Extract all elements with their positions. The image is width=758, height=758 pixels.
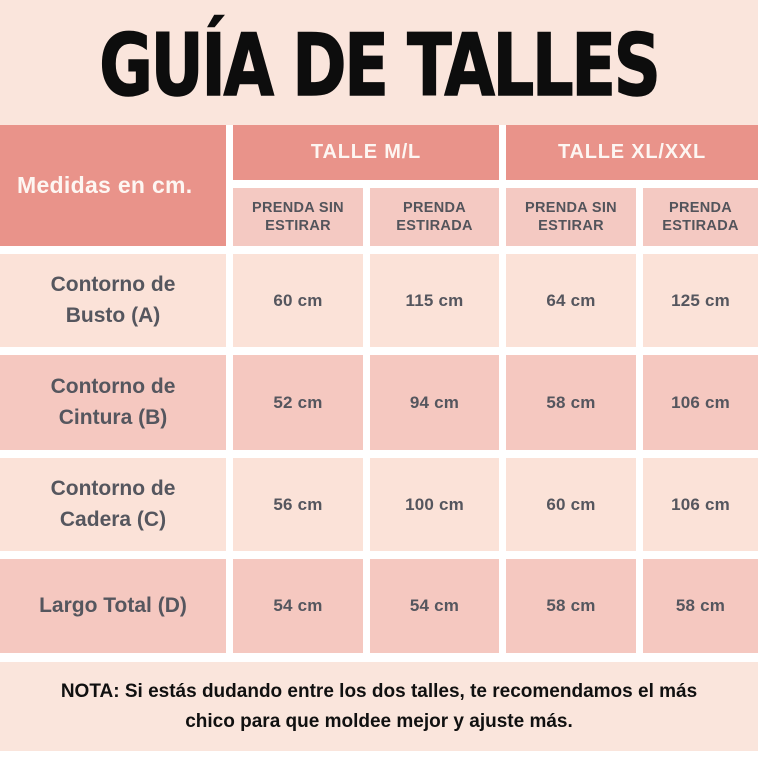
row-label-line: Busto (A) xyxy=(65,303,161,327)
value-cintura-xl-estirada: 106 cm xyxy=(643,355,758,450)
value-largo-xl-estirada: 58 cm xyxy=(643,559,758,653)
row-label-largo xyxy=(0,559,226,653)
value-cadera-xl-sin-estirar: 60 cm xyxy=(506,458,636,551)
row-label-line: Contorno de xyxy=(50,273,176,297)
value-largo-ml-sin-estirar: 54 cm xyxy=(233,559,363,653)
row-label-cadera xyxy=(0,458,226,551)
row-label-line: Cadera (C) xyxy=(59,507,167,531)
row-label-line: Contorno de xyxy=(50,375,176,399)
value-busto-ml-sin-estirar: 60 cm xyxy=(233,254,363,347)
sub-header-xl-estirada: PRENDA ESTIRADA xyxy=(643,188,758,246)
row-label-line: Largo Total (D) xyxy=(39,593,187,617)
row-label-line: Contorno de xyxy=(50,477,176,501)
value-busto-xl-estirada: 125 cm xyxy=(643,254,758,347)
value-cintura-ml-estirada: 94 cm xyxy=(370,355,499,450)
size-table xyxy=(0,125,758,653)
sub-header-xl-sin-estirar: PRENDA SIN ESTIRAR xyxy=(506,188,636,246)
value-largo-xl-sin-estirar: 58 cm xyxy=(506,559,636,653)
row-label-line: Cintura (B) xyxy=(58,405,168,429)
note-separator xyxy=(0,653,758,662)
note-text xyxy=(23,677,735,736)
corner-header-cell xyxy=(0,125,226,246)
page-title: GUÍA DE TALLES xyxy=(99,15,659,116)
value-largo-ml-estirada: 54 cm xyxy=(370,559,499,653)
value-cadera-xl-estirada: 106 cm xyxy=(643,458,758,551)
note-line-1: NOTA: Si estás dudando entre los dos talles, te recomendamos el más xyxy=(60,681,698,703)
value-busto-ml-estirada: 115 cm xyxy=(370,254,499,347)
title-band xyxy=(0,0,758,125)
row-label-busto xyxy=(0,254,226,347)
value-cintura-ml-sin-estirar: 52 cm xyxy=(233,355,363,450)
note-band xyxy=(0,662,758,751)
value-cintura-xl-sin-estirar: 58 cm xyxy=(506,355,636,450)
row-label-cintura xyxy=(0,355,226,450)
value-cadera-ml-sin-estirar: 56 cm xyxy=(233,458,363,551)
value-busto-xl-sin-estirar: 64 cm xyxy=(506,254,636,347)
sub-header-ml-estirada: PRENDA ESTIRADA xyxy=(370,188,499,246)
group-header-talle-ml: TALLE M/L xyxy=(233,125,499,180)
sub-header-ml-sin-estirar: PRENDA SIN ESTIRAR xyxy=(233,188,363,246)
corner-header-label: Medidas en cm. xyxy=(17,172,193,198)
value-cadera-ml-estirada: 100 cm xyxy=(370,458,499,551)
note-line-2: chico para que moldee mejor y ajuste más. xyxy=(185,710,573,732)
group-header-talle-xlxxl: TALLE XL/XXL xyxy=(506,125,758,180)
